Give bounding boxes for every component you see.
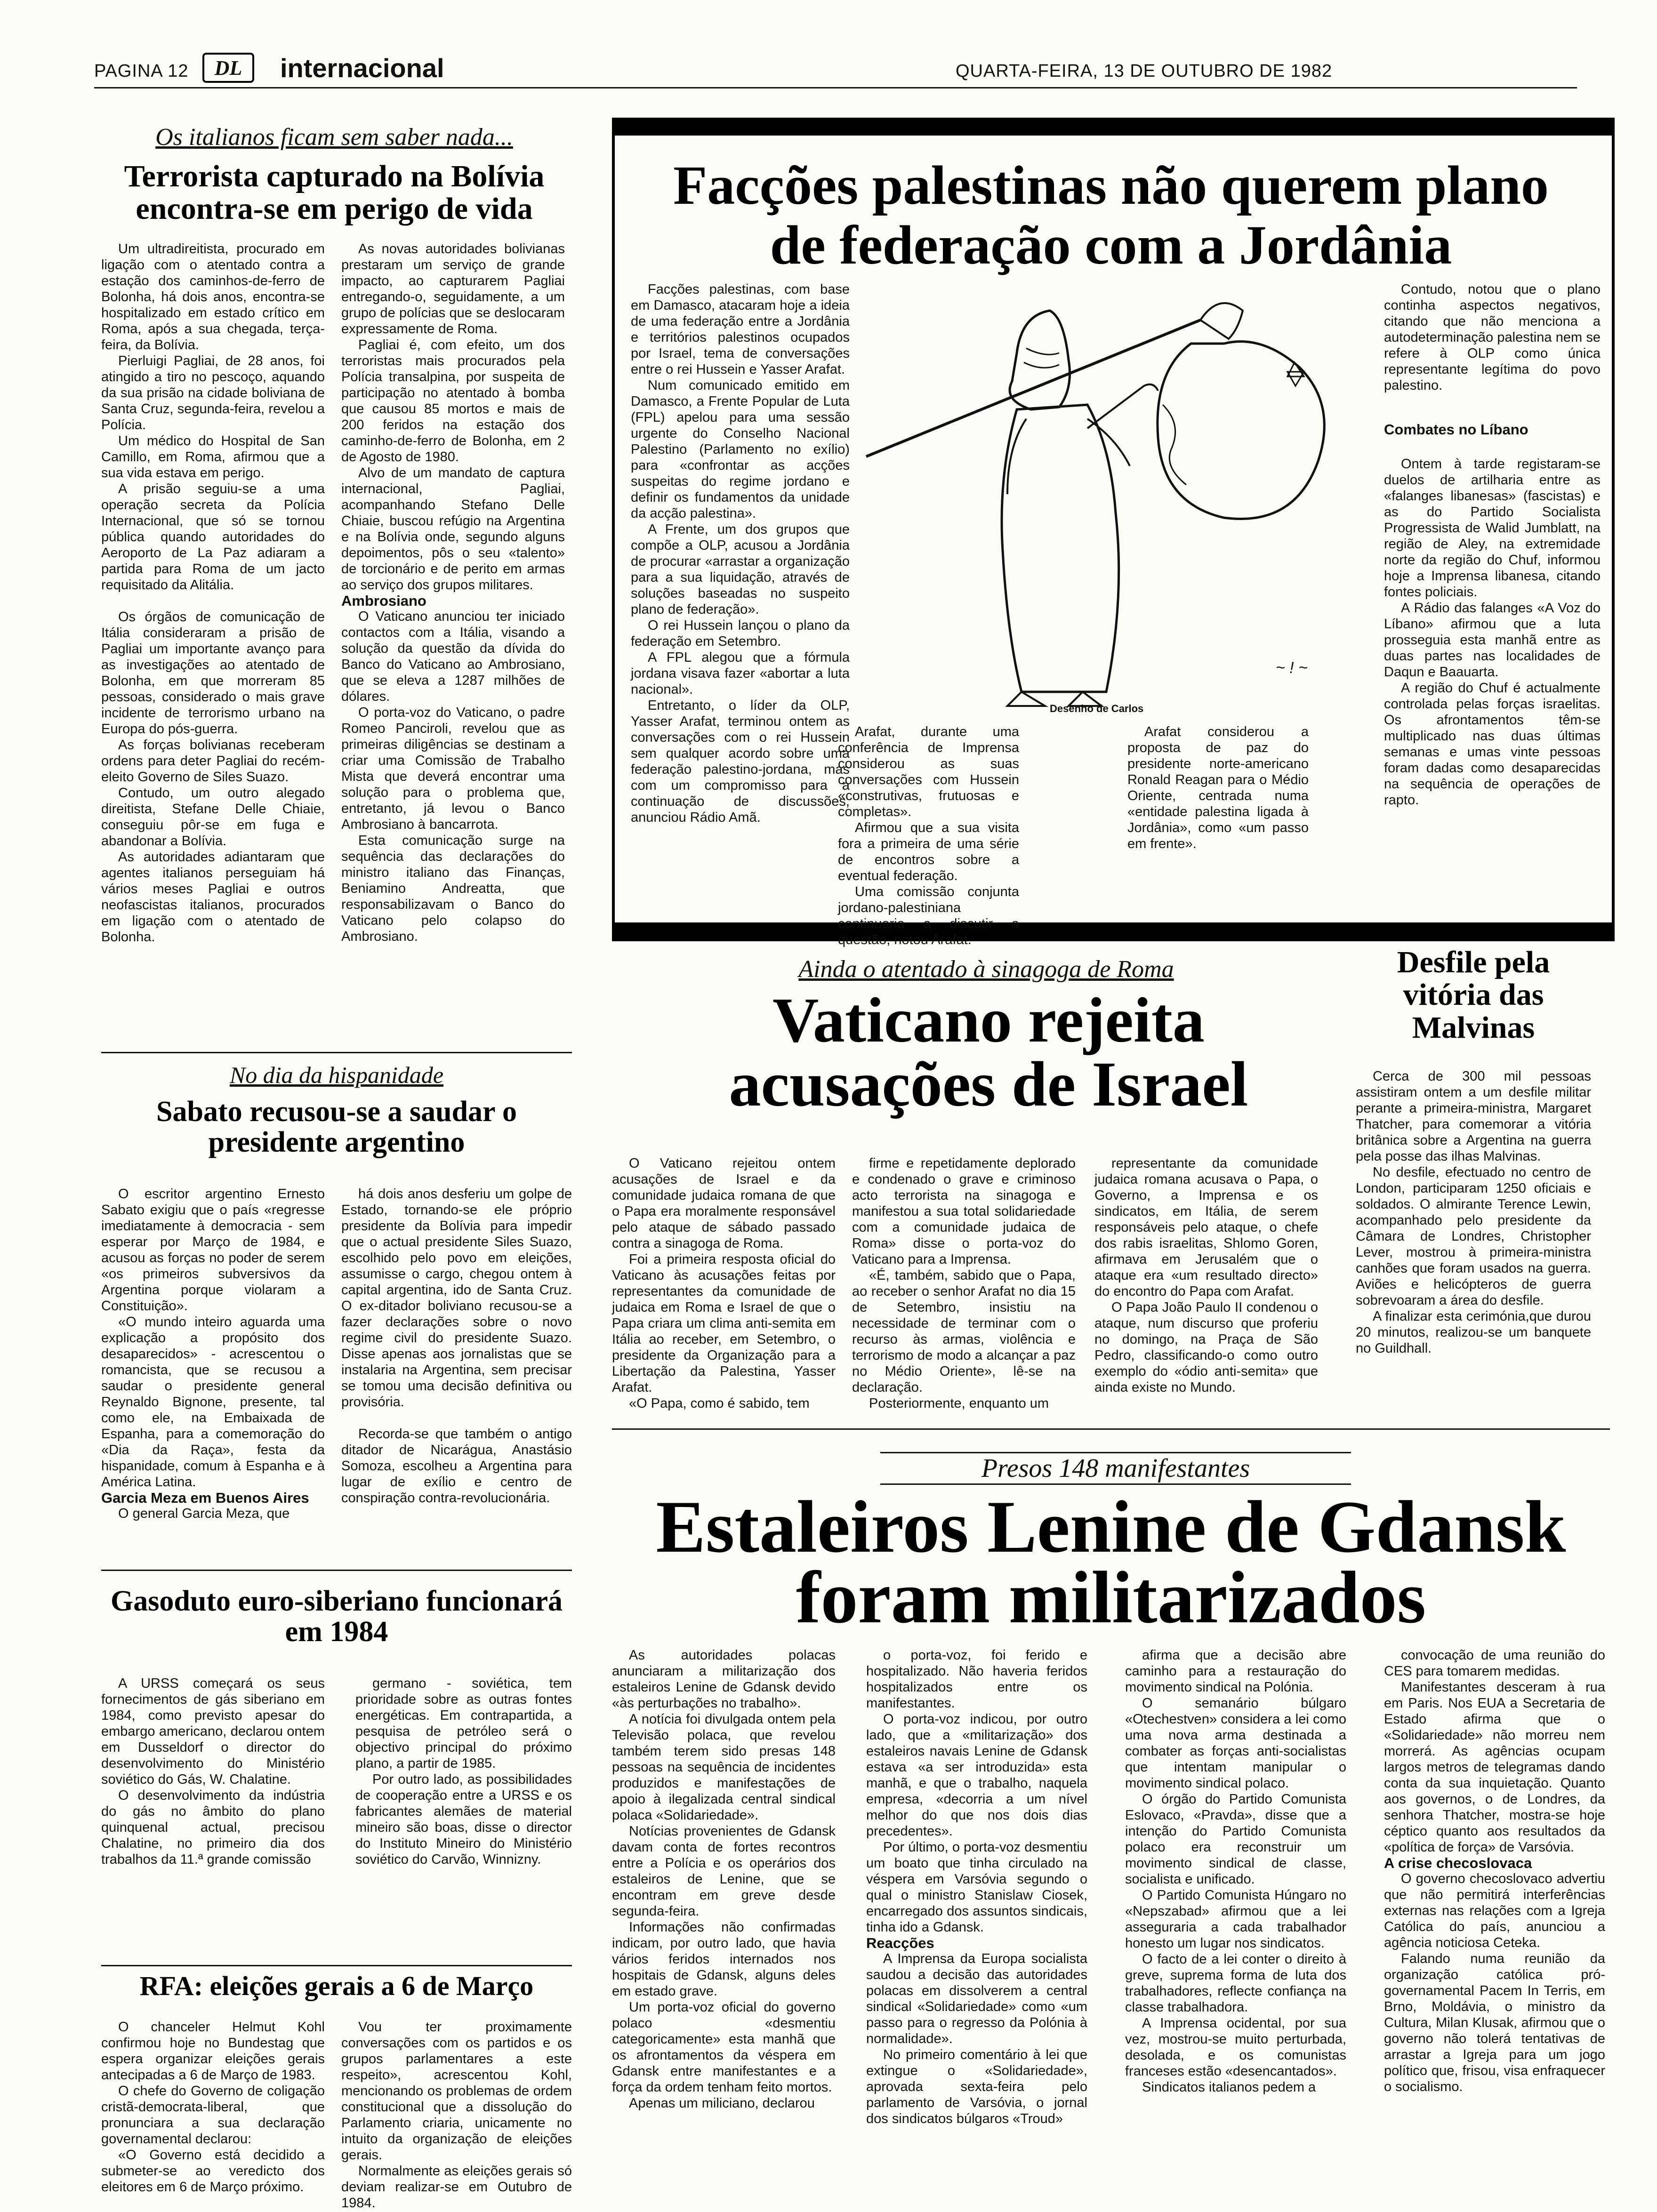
rfa-col-1: O chanceler Helmut Kohl confirmou hoje no Bundestag que espera organizar eleições gerais antecipadas a 6 de Março de 1983. O chefe do Governo de coligação cristã-democrata-liberal, que pronunciara a sua declaração governamental declarou: «O Governo está decidido a submeter-se ao veredicto dos eleitores em 6 de Março próximo. (101, 2020, 325, 2195)
gdansk-col-4: convocação de uma reunião do CES para tomarem medidas. Manifestantes desceram à rua em Paris. Nos EUA a Secretaria de Estado afirma que o «Solidariedade» não morreu nem morrerá. As agências ocupam largos metros de telegramas dando conta da sua inquietação. Quanto aos governos, o de Londres, da senhora Thatcher, mostra-se hoje céptico quanto aos resultados da «política de força» de Varsóvia. A crise checoslovaca O governo checoslovaco advertiu que não permitirá interferências externas nas relações com a Igreja Católica do país, anunciou a agência noticiosa Ceteka. Falando numa reunião da organização católica pró-governamental Pacem In Terris, em Brno, Moldávia, o ministro da Cultura, Milan Klusak, afirmou que o governo não tolerá tentativas de arrastar a Igreja para um jogo político que, frisou, visa enfraquecer o socialismo. (1384, 1648, 1605, 2094)
gas-col-2: germano - soviética, tem prioridade sobre as outras fontes energéticas. Em contrapartida, a pesquisa de petróleo será o objectivo principal do próximo plano, a partir de 1985. Por outro lado, as possibilidades de cooperação entre a URSS e os fabricantes alemães de material mineiro são boas, disse o director do Instituto Mineiro do Ministério soviético do Carvão, Winnizny. (355, 1676, 572, 1867)
page-number: PAGINA 12 (94, 61, 189, 81)
bolivia-headline: Terrorista capturado na Bolívia encontra-se em perigo de vida (124, 159, 545, 226)
newspaper-logo: DL (202, 53, 254, 83)
vatican-col-3: representante da comunidade judaica romana acusava o Papa, o Governo, a Imprensa e os sindicatos, em Itália, de serem responsáveis pelo ataque, o chefe dos rabis israelitas, Shlomo Goren, afirmava em Jerusalém que o ataque era «um resultado directo» do encontro do Papa com Arafat. O Papa João Paulo II condenou o ataque, num discurso que proferiu no domingo, na Praça de São Pedro, classificando-o como outro exemplo do «ódio anti-semita» que ainda existe no Mundo. (1094, 1156, 1318, 1395)
palestine-col-3: Arafat considerou a proposta de paz do presidente norte-americano Ronald Reagan para o Médio Oriente, centrada numa «entidade palestina ligada à Jordânia», como «um passo em frente». (1127, 724, 1309, 851)
bolivia-kicker: Os italianos ficam sem saber nada... (155, 124, 513, 151)
palestine-col-1: Facções palestinas, com base em Damasco, atacaram hoje a ideia de uma federação entre a Jordânia e territórios palestinos ocupados por Israel, tema de conversações entre o rei Hussein e Yasser Arafat. Num comunicado emitido em Damasco, a Frente Popular de Luta (FPL) apelou para uma sessão urgente do Conselho Nacional Palestino (Parlamento no exílio) para «confrontar as acções suspeitas do regime jordano e definir os fundamentos da unidade da acção palestina». A Frente, um dos grupos que compõe a OLP, acusou a Jordânia de procurar «arrastar a organização para a sua liquidação, através de soluções baseadas no suspeito plano de federação». O rei Hussein lançou o plano da federação em Setembro. A FPL alegou que a fórmula jordana visava fazer «abortar a luta nacional». Entretanto, o líder da OLP, Yasser Arafat, terminou ontem as conversações com o rei Hussein sem qualquer acordo sobre uma federação palestino-jordana, mas com um compromisso para a continuação de discussões, anunciou Rádio Amã. (631, 282, 850, 825)
section-rule (612, 1428, 1610, 1430)
vatican-col-1: O Vaticano rejeitou ontem acusações de Israel e da comunidade judaica romana de que o Papa era moralmente responsável pelo ataque de sábado passado contra a sinagoga de Roma. Foi a primeira resposta oficial do Vaticano às acusações feitas por representantes da comunidade de judaica em Roma e Israel de que o Papa criara um clima anti-semita em Itália ao receber, em Setembro, o presidente da Organização para a Libertação da Palestina, Yasser Arafat. «O Papa, como é sabido, tem (612, 1156, 836, 1411)
garcia-meza-subhead: Garcia Meza em Buenos Aires (101, 1490, 309, 1506)
vatican-col-2: firme e repetidamente deplorado e condenado o grave e criminoso acto terrorista na sinagoga e manifestou a sua total solidariedade com a comunidade judaica de Roma» disse o porta-voz do Vaticano para a Imprensa. «É, também, sabido que o Papa, ao receber o senhor Arafat no dia 15 de Setembro, insistiu na necessidade de terminar com o recurso às armas, violência e terrorismo de modo a alcançar a paz no Médio Oriente», lê-se na declaração. Posteriormente, enquanto um (852, 1156, 1076, 1411)
palestine-headline: Facções palestinas não querem plano de federação com a Jordânia (673, 154, 1549, 276)
crise-subhead: A crise checoslovaca (1384, 1855, 1532, 1871)
bolivia-col-2: As novas autoridades bolivianas prestaram um serviço de grande impacto, ao capturarem Pagliai entregando-o, seguidamente, a um grupo de polícias que se deslocaram expressamente de Roma. Pagliai é, com efeito, um dos terroristas mais procurados pela Polícia transalpina, por suspeita de participação no atentado à bomba que causou 85 mortos e mais de 200 feridos na estação dos caminho-de-ferro de Bolonha, em 2 de Agosto de 1980. Alvo de um mandato de captura internacional, Pagliai, acompanhando Stefano Delle Chiaie, buscou refúgio na Argentina e na Bolívia onde, segundo alguns depoimentos, pôs o seu «talento» de torcionário e de perito em armas ao serviço dos grupos militares. Ambrosiano O Vaticano anunciou ter iniciado contactos com a Itália, visando a solução da questão da dívida do Banco do Vaticano ao Ambrosiano, que se eleva a 1287 milhões de dólares. O porta-voz do Vaticano, o padre Romeo Panciroli, revelou que as primeiras diligências se destinam a criar uma Comissão de Trabalho Mista que deverá encontrar uma solução para o problema que, entretanto, já levou o Banco Ambrosiano à bancarrota. Esta comunicação surge na sequência das declarações do ministro italiano das Finanças, Beniamino Andreatta, que responsabilizavam o Banco do Vaticano pelo colapso do Ambrosiano. (341, 241, 565, 944)
gas-headline: Gasoduto euro-siberiano funcionará em 1984 (111, 1585, 563, 1648)
section-title: internacional (280, 53, 444, 83)
reaccoes-subhead: Reacções (866, 1935, 934, 1951)
cartoon-caption: Desenho de Carlos (1050, 703, 1144, 714)
hispanidad-headline: Sabato recusou-se a saudar o presidente argentino (156, 1096, 517, 1159)
vatican-headline: Vaticano rejeita acusações de Israel (729, 985, 1248, 1120)
gas-col-1: A URSS começará os seus fornecimentos de gás siberiano em 1984, como previsto apesar do embargo americano, declarou ontem em Dusseldorf o director do desenvolvimento do Ministério soviético do Gás, W. Chalatine. O desenvolvimento da indústria do gás no âmbito do plano quinquenal actual, precisou Chalatine, no primeiro dia dos trabalhos da 11.ª grande comissão (101, 1676, 325, 1867)
box-top-bar (612, 118, 1615, 136)
hispanidad-col-1: O escritor argentino Ernesto Sabato exigiu que o país «regresse imediatamente à democracia - sem esperar por Março de 1984, e acusou as forças no poder de serem «os primeiros subversivos da Argentina porque violaram a Constituição». «O mundo inteiro aguarda uma explicação a propósito dos desaparecidos» - acrescentou o romancista, que se recusou a saudar o presidente general Reynaldo Bignone, presente, tal como ele, na Embaixada de Espanha, para a comemoração do «Dia da Raça», festa da hispanidade, comum à Espanha e à América Latina. Garcia Meza em Buenos Aires O general Garcia Meza, que (101, 1186, 325, 1521)
section-rule (101, 1052, 572, 1053)
bolivia-col-1: Um ultradireitista, procurado em ligação com o atentado contra a estação dos caminhos-de-ferro de Bolonha, há dois anos, encontra-se hospitalizado em estado crítico em Roma, após a sua chegada, terça-feira, da Bolívia. Pierluigi Pagliai, de 28 anos, foi atingido a tiro no pescoço, aquando da sua prisão na cidade boliviana de Santa Cruz, segunda-feira, revelou a Polícia. Um médico do Hospital de San Camillo, em Roma, afirmou que a sua vida estava em perigo. A prisão seguiu-se a uma operação secreta da Polícia Internacional, que só se tornou pública quando autoridades do Aeroporto de La Paz adiaram a partida para Roma de um jacto requisitado da Alitália. Os órgãos de comunicação de Itália consideraram a prisão de Pagliai um importante avanço para as investigações ao atentado de Bolonha, em que morreram 85 pessoas, considerado o mais grave incidente de terrorismo urbano na Europa do pós-guerra. As forças bolivianas receberam ordens para deter Pagliai do recém-eleito Governo de Siles Suazo. Contudo, um outro alegado direitista, Stefane Delle Chiaie, conseguiu pôr-se em fuga e abandonar a Bolívia. As autoridades adiantaram que agentes italianos perseguiam há vários meses Pagliai e outros neofascistas italianos, procurados em ligação com o atentado de Bolonha. (101, 241, 325, 945)
masthead-rule (94, 87, 1577, 88)
palestine-col-4: Contudo, notou que o plano continha aspectos negativos, citando que não menciona a autodeterminação palestina nem se refere à OLP como única representante legítima do povo palestino. Combates no Líbano Ontem à tarde registaram-se duelos de artilharia entre as «falanges libanesas» (fascistas) e as do Partido Socialista Progressista de Walid Jumblatt, na região de Aley, na extremidade norte da região do Chuf, informou hoje a Imprensa libanesa, citando fontes policiais. A Rádio das falanges «A Voz do Líbano» afirmou que a luta prosseguia esta manhã entre as duas partes nas localidades de Daqun e Baauarta. A região do Chuf é actualmente controlada pelas forças israelitas. Os afrontamentos têm-se multiplicado nas duas últimas semanas e umas vinte pessoas foram dadas como desaparecidas na sequência de operações de rapto. (1384, 282, 1601, 808)
box-bottom-bar (612, 922, 1615, 941)
gdansk-headline: Estaleiros Lenine de Gdansk foram militarizados (656, 1486, 1566, 1639)
vatican-kicker: Ainda o atentado à sinagoga de Roma (798, 956, 1174, 983)
hispanidad-kicker: No dia da hispanidade (229, 1062, 444, 1088)
gdansk-col-3: afirma que a decisão abre caminho para a restauração do movimento sindical na Polónia. O semanário búlgaro «Otechestven» considera a lei como uma nova arma destinada a combater as forças anti-socialistas que intentam manipular o movimento sindical polaco. O órgão do Partido Comunista Eslovaco, «Pravda», disse que a intenção do Partido Comunista polaco era reconstruir um movimento sindical de classe, socialista e unificado. O Partido Comunista Húngaro no «Nepszabad» afirmou que a lei asseguraria a cada trabalhador honesto um lugar nos sindicatos. O facto de a lei conter o direito à greve, suprema forma de luta dos trabalhadores, reflecte confiança na classe trabalhadora. A Imprensa ocidental, por sua vez, mostrou-se muito perturbada, desolada, e os comunistas franceses estão «desencantados». Sindicatos italianos pedem a (1125, 1648, 1346, 2095)
hispanidad-col-2: há dois anos desferiu um golpe de Estado, tornando-se ele próprio presidente da Bolívia para impedir que o actual presidente Siles Suazo, escolhido pelo povo em eleições, assumisse o cargo, chegou ontem à capital argentina, ido de Santa Cruz. O ex-ditador boliviano recusou-se a fazer declarações sobre o novo regime civil do presidente Suazo. Disse apenas aos jornalistas que se instalaria na Argentina, sem precisar se tomou uma decisão definitiva ou provisória. Recorda-se que também o antigo ditador de Nicarágua, Anastásio Somoza, escolheu a Argentina para lugar de exílio e centro de conspiração contra-revolucionária. (341, 1186, 572, 1506)
section-rule (101, 1570, 572, 1571)
gdansk-col-2: o porta-voz, foi ferido e hospitalizado. Não haveria feridos hospitalizados entre os manifestantes. O porta-voz indicou, por outro lado, que a «militarização» dos estaleiros navais Lenine de Gdansk estava «a ser introduzida» esta manhã, e que o trabalho, naquela empresa, «decorria a um nível melhor do que nos dois dias precedentes». Por último, o porta-voz desmentiu um boato que tinha circulado na véspera em Varsóvia segundo o qual o ministro Stanislaw Ciosek, encarregado dos assuntos sindicais, tinha ido a Gdansk. Reacções A Imprensa da Europa socialista saudou a decisão das autoridades polacas em dissolverem a central sindical «Solidariedade» como «um passo para o regresso da Polónia à normalidade». No primeiro comentário à lei que extingue o «Solidariedade», aprovada sexta-feira pelo parlamento de Varsóvia, o jornal dos sindicatos búlgaros «Troud» (866, 1648, 1087, 2126)
gdansk-kicker: Presos 148 manifestantes (880, 1452, 1351, 1485)
issue-date: QUARTA-FEIRA, 13 DE OUTUBRO DE 1982 (956, 61, 1333, 81)
palestine-col-2: Arafat, durante uma conferência de Imprensa considerou as suas conversações com Hussein «construtivas, frutuosas e completas». Afirmou que a sua visita fora a primeira de uma série de encontros sobre a eventual federação. Uma comissão conjunta jordano-palestiniana continuaria a discutir a questão, notou Arafat. (838, 724, 1019, 947)
ambrosiano-subhead: Ambrosiano (341, 593, 426, 609)
rfa-col-2: Vou ter proximamente conversações com os partidos e os grupos parlamentares a este respeito», acrescentou Kohl, mencionando os problemas de ordem constitucional que a dissolução do Parlamento criaria, unicamente no intuito da organização de eleições gerais. Normalmente as eleições gerais só deviam realizar-se em Outubro de 1984. (341, 2020, 572, 2211)
lebanon-subhead: Combates no Líbano (1384, 421, 1528, 438)
malvinas-headline: Desfile pela vitória das Malvinas (1397, 945, 1550, 1045)
gdansk-col-1: As autoridades polacas anunciaram a militarização dos estaleiros Lenine de Gdansk devido «às perturbações no trabalho». A notícia foi divulgada ontem pela Televisão polaca, que revelou também terem sido presas 148 pessoas na sequência de incidentes produzidos e manifestações de apoio à ilegalizada central sindical polaca «Solidariedade». Notícias provenientes de Gdansk davam conta de fortes recontros entre a Polícia e os operários dos estaleiros de Lenine, que se encontram em greve desde segunda-feira. Informações não confirmadas indicam, por outro lado, que havia vários feridos internados nos hospitais de Gdansk, alguns deles em estado grave. Um porta-voz oficial do governo polaco «desmentiu categoricamente» esta manhã que os afrontamentos da véspera em Gdansk entre manifestantes e a força da ordem tenham feito mortos. Apenas um miliciano, declarou (612, 1648, 836, 2111)
section-rule (101, 1965, 572, 1966)
cartoon-illustration (861, 278, 1360, 715)
svg-text:~ ! ~: ~ ! ~ (1276, 659, 1308, 677)
rfa-headline: RFA: eleições gerais a 6 de Março (139, 1971, 534, 2001)
malvinas-col: Cerca de 300 mil pessoas assistiram ontem a um desfile militar perante a primeira-ministra, Margaret Thatcher, para comemorar a vitória britânica sobre a Argentina na guerra pela posse das ilhas Malvinas. No desfile, efectuado no centro de London, participaram 1250 oficiais e soldados. O almirante Terence Lewin, acompanhado pelo presidente da Câmara de Londres, Christopher Lever, mostrou à primeira-ministra canhões que foram usados na guerra. Aviões e helicópteros de guerra sobrevoaram a área do desfile. A finalizar esta cerimónia,que durou 20 minutos, realizou-se um banquete no Guildhall. (1356, 1069, 1591, 1356)
